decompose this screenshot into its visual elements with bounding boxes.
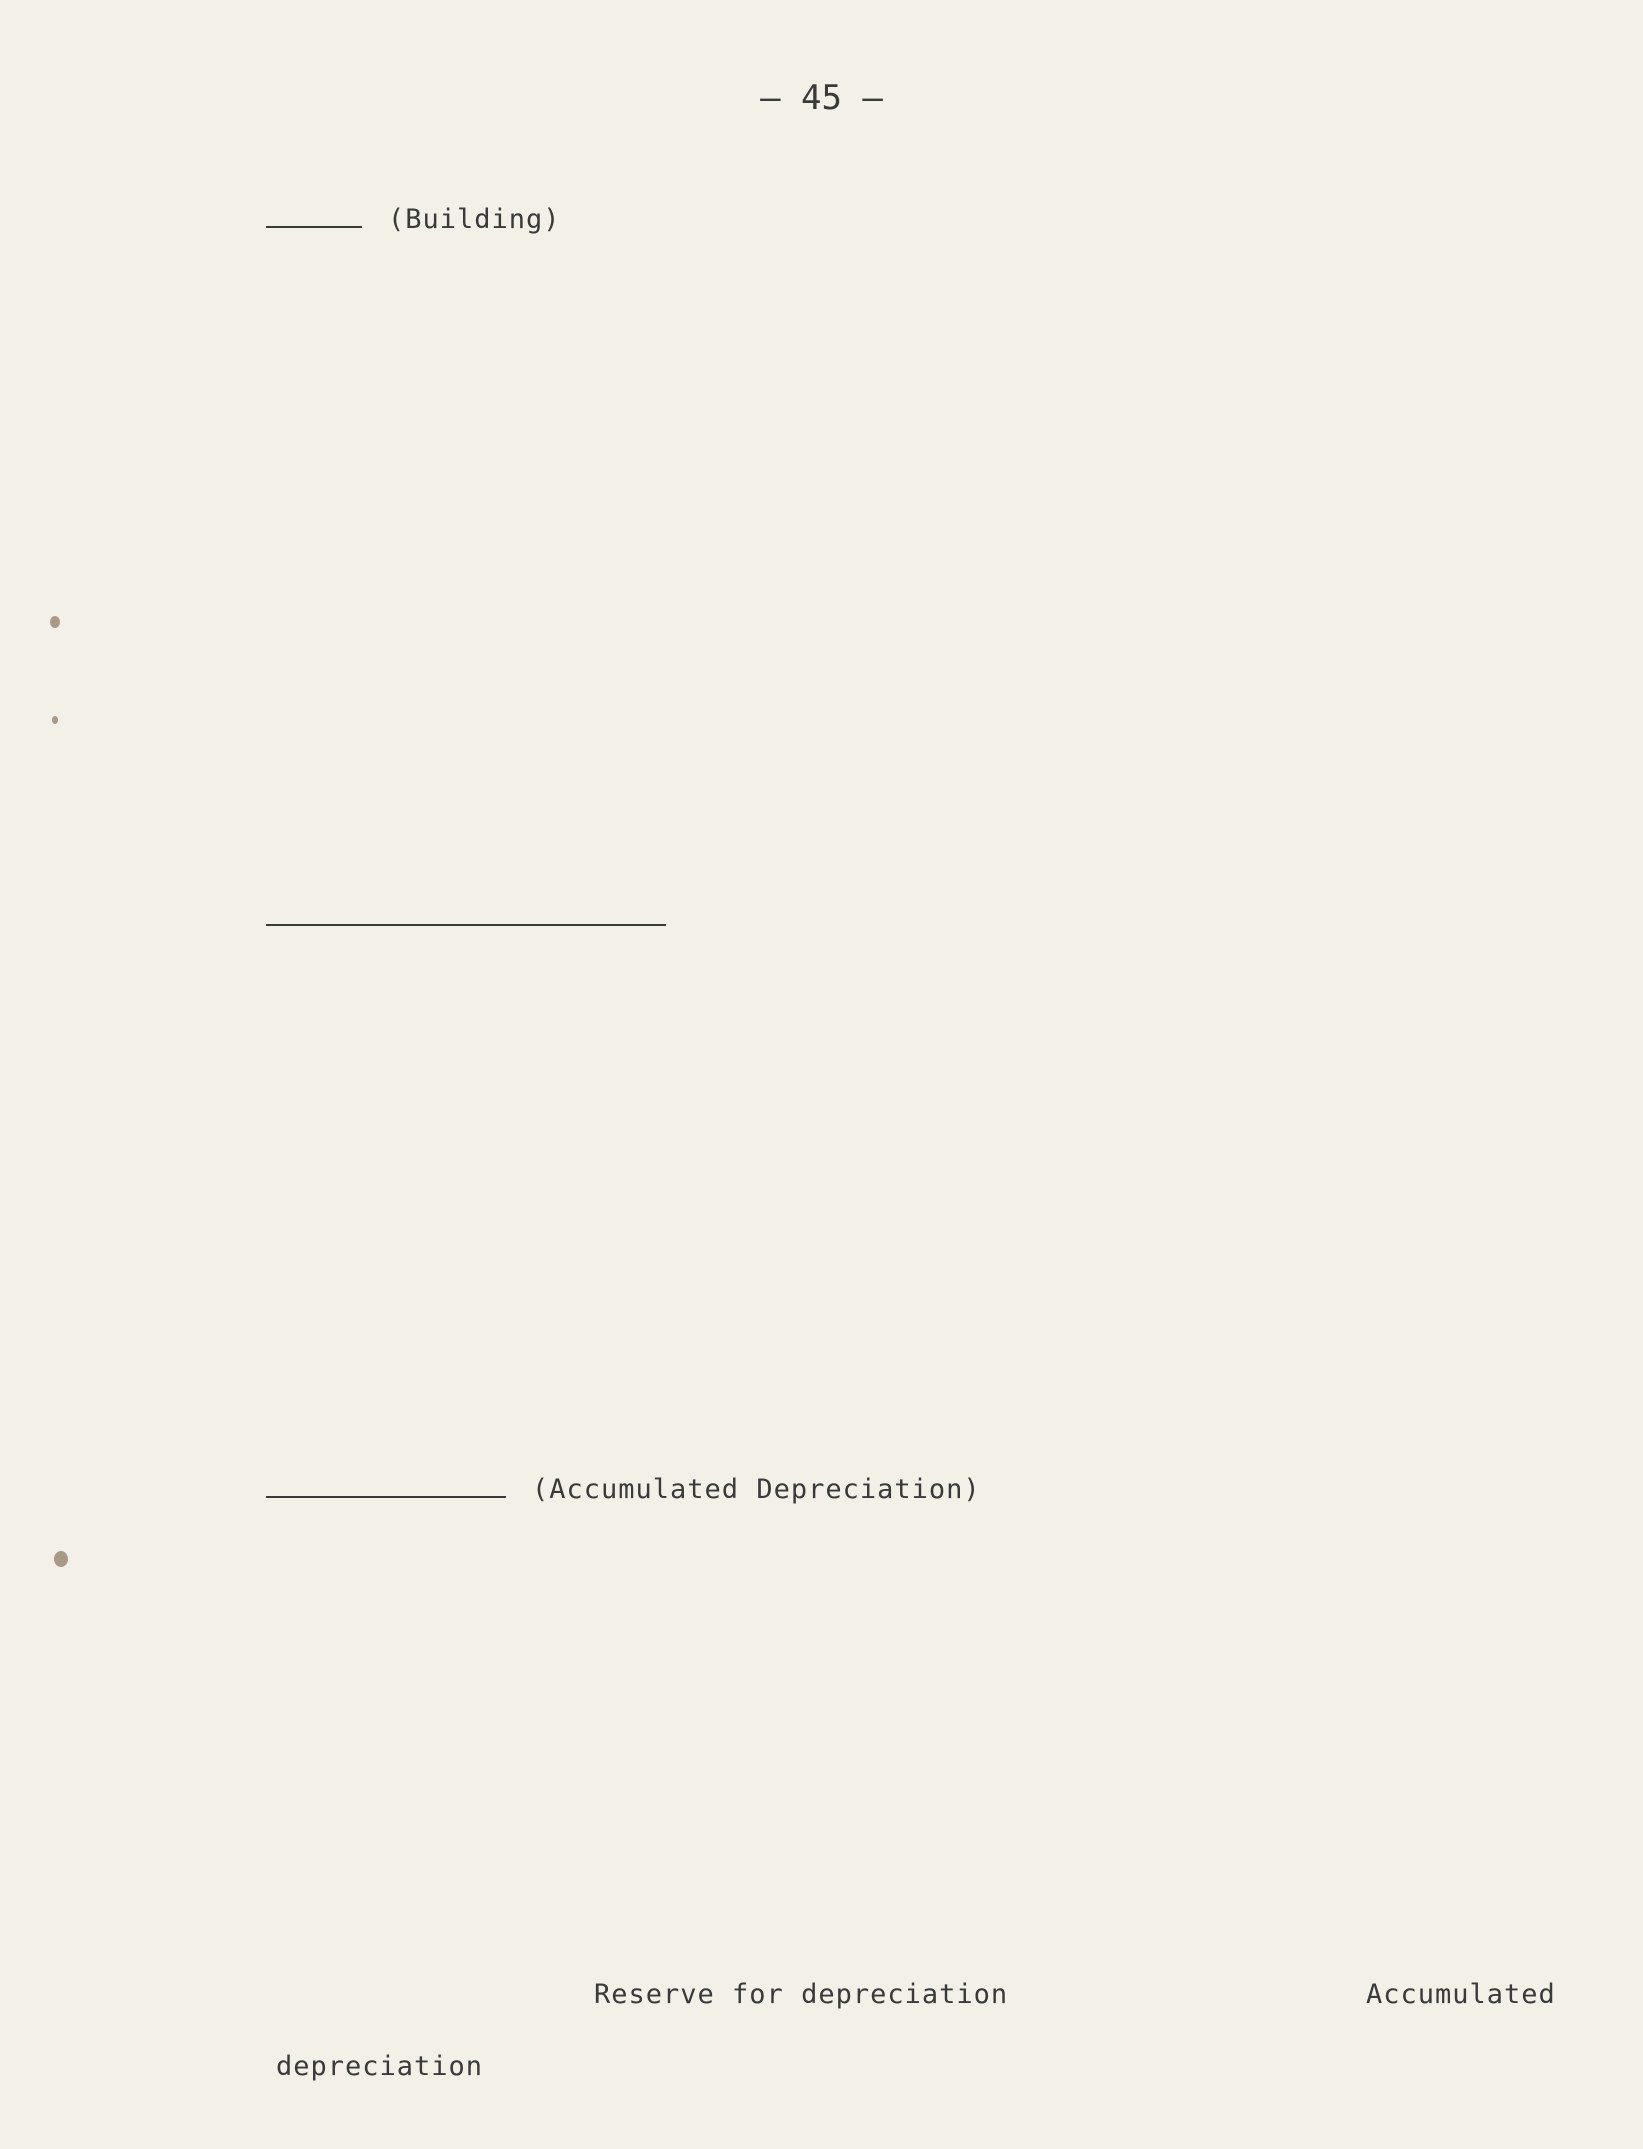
body-line (266, 275, 1486, 317)
body-line (266, 1833, 1486, 1875)
body-line (266, 1689, 1486, 1731)
section-body (266, 275, 1486, 893)
section-machinery (266, 890, 1486, 1470)
heading-thai-text (266, 192, 362, 228)
section-building (266, 192, 1486, 923)
body-line (266, 635, 1486, 677)
english-phrase-accumulated: Accumulated (1366, 1979, 1556, 2010)
body-line (266, 419, 1486, 461)
heading-thai-text (266, 1462, 506, 1498)
body-line (266, 1326, 1486, 1368)
body-line (266, 347, 1486, 389)
body-line (266, 1254, 1486, 1296)
body-line (266, 1182, 1486, 1224)
section-heading (266, 192, 1486, 235)
english-phrase-reserve: Reserve for depreciation (594, 1979, 1009, 2010)
page-number: – 45 – (760, 78, 883, 118)
body-line (266, 1110, 1486, 1152)
body-line (266, 1398, 1486, 1440)
body-line (266, 2049, 1486, 2091)
section-body (266, 1545, 1556, 2091)
body-line (266, 966, 1486, 1008)
scan-speck (52, 716, 58, 724)
body-line (266, 491, 1486, 533)
scan-speck (50, 616, 60, 628)
heading-english: (Building) (388, 204, 561, 235)
section-body (266, 966, 1486, 1440)
body-line (266, 1905, 1486, 1947)
body-line (266, 1038, 1486, 1080)
section-heading (266, 890, 1486, 926)
scan-speck (54, 1551, 68, 1567)
body-line (266, 707, 1486, 749)
body-line (266, 779, 1486, 821)
body-line (266, 1761, 1486, 1803)
section-heading (266, 1462, 1486, 1505)
body-line (266, 851, 1486, 893)
english-phrase-depreciation: depreciation (276, 2051, 484, 2082)
body-line (266, 1545, 1486, 1587)
section-accumulated-depreciation (266, 1462, 1556, 2121)
body-line (266, 1617, 1486, 1659)
body-line (266, 1977, 1556, 2019)
heading-thai-text (266, 890, 666, 926)
heading-english: (Accumulated Depreciation) (532, 1474, 981, 1505)
body-line (266, 563, 1486, 605)
